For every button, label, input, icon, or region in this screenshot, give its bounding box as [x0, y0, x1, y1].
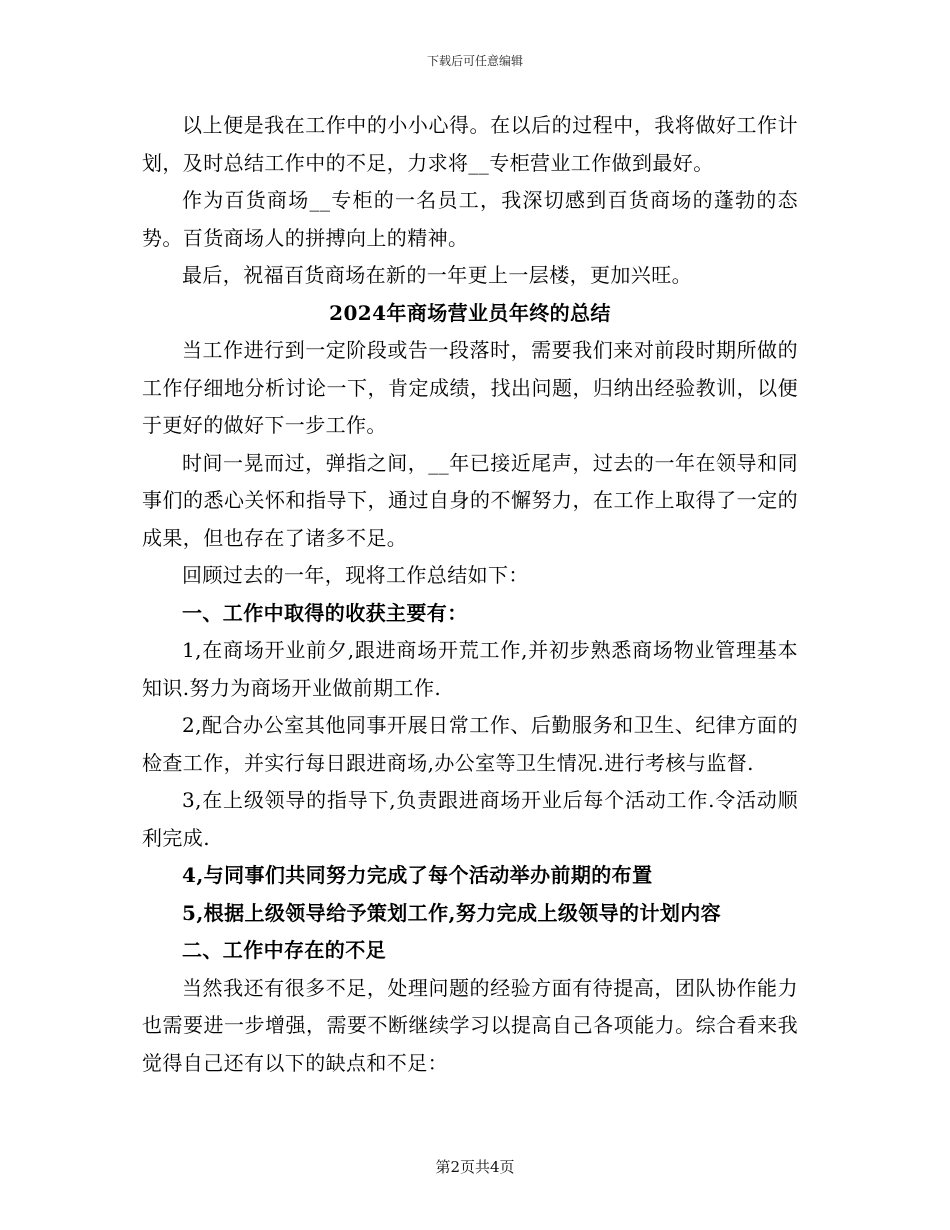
list-item: 5,根据上级领导给予策划工作,努力完成上级领导的计划内容: [182, 900, 722, 925]
paragraph: 当然我还有很多不足，处理问题的经验方面有待提高，团队协作能力也需要进一步增强，需要不断继续学习以提高自己各项能力。综合看来我觉得自己还有以下的缺点和不足：: [142, 975, 798, 1075]
list-item: 2,配合办公室其他同事开展日常工作、后勤服务和卫生、纪律方面的检查工作，并实行每日跟进商场,办公室等卫生情况.进行考核与监督.: [142, 713, 798, 775]
page-header: 下载后可任意编辑: [426, 54, 523, 68]
paragraph: 最后，祝福百货商场在新的一年更上一层楼，更加兴旺。: [182, 263, 692, 287]
paragraph: 以上便是我在工作中的小小心得。在以后的过程中，我将做好工作计划，及时总结工作中的不足，力求将__专柜营业工作做到最好。: [142, 113, 798, 175]
list-item: 3,在上级领导的指导下,负责跟进商场开业后每个活动工作.令活动顺利完成.: [142, 788, 798, 850]
section-heading: 二、工作中存在的不足: [182, 938, 386, 962]
list-item: 1,在商场开业前夕,跟进商场开荒工作,并初步熟悉商场物业管理基本知识.努力为商场开业做前期工作.: [142, 638, 798, 700]
document-body: [142, 107, 798, 1082]
page-number: 第2页共4页: [435, 1158, 515, 1176]
section-heading: 一、工作中取得的收获主要有：: [182, 600, 468, 625]
paragraph: 回顾过去的一年，现将工作总结如下：: [182, 563, 529, 587]
paragraph: 当工作进行到一定阶段或告一段落时，需要我们来对前段时期所做的工作仔细地分析讨论一下，肯定成绩，找出问题，归纳出经验教训，以便于更好的做好下一步工作。: [142, 338, 798, 437]
document-title: 2024年商场营业员年终的总结: [329, 300, 611, 325]
list-item: 4,与同事们共同努力完成了每个活动举办前期的布置: [182, 863, 653, 887]
paragraph: 作为百货商场__专柜的一名员工，我深切感到百货商场的蓬勃的态势。百货商场人的拼搏向上的精神。: [142, 188, 798, 250]
paragraph: 时间一晃而过，弹指之间，__年已接近尾声，过去的一年在领导和同事们的悉心关怀和指导下，通过自身的不懈努力，在工作上取得了一定的成果，但也存在了诸多不足。: [142, 450, 798, 550]
